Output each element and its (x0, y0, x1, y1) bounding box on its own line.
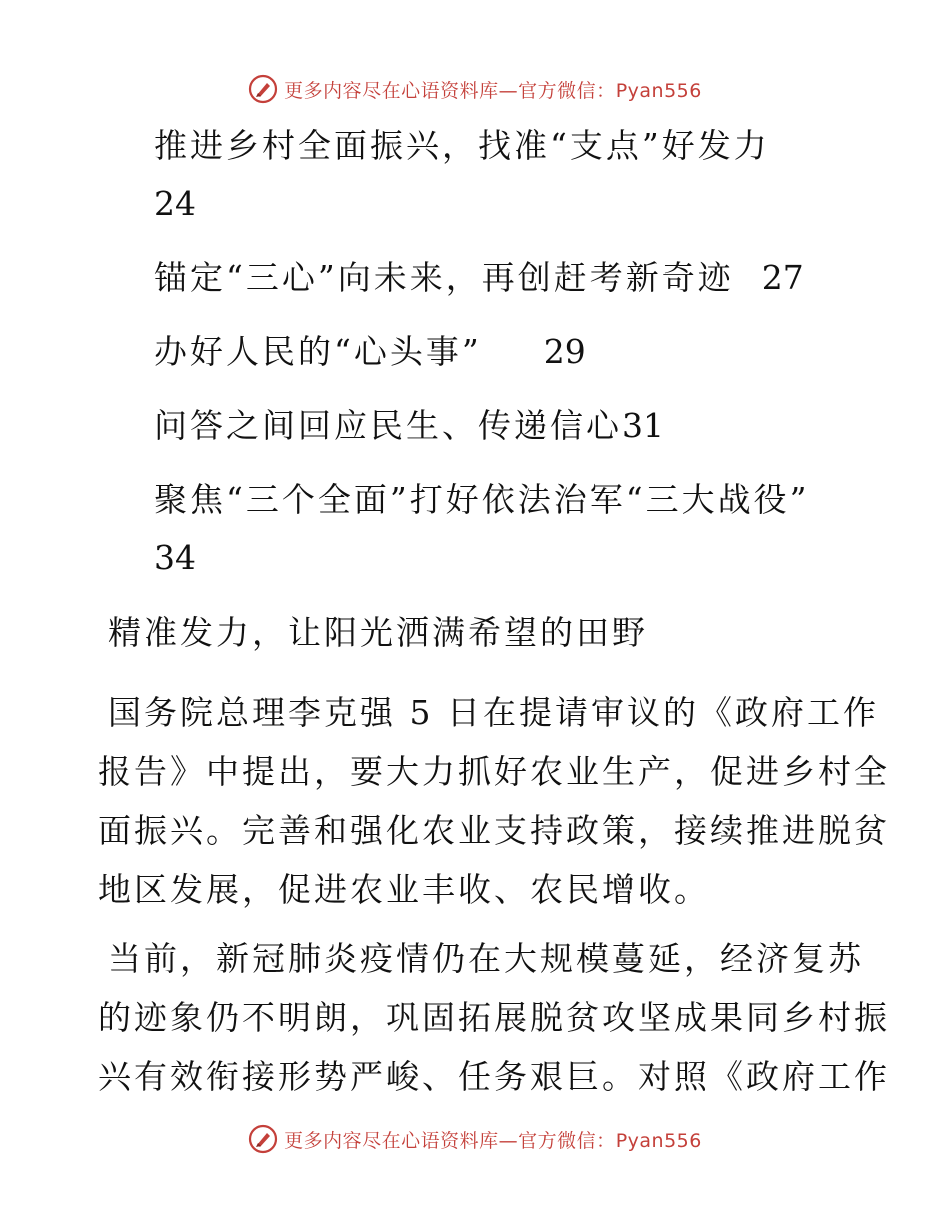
paragraph-line: 报告》中提出，要大力抓好农业生产，促进乡村全 (98, 752, 890, 791)
pen-nib-logo-icon (248, 74, 278, 104)
watermark-text: 更多内容尽在心语资料库—官方微信：Pyan556 (284, 1129, 702, 1152)
toc-item-page: 27 (761, 258, 804, 297)
article-paragraph (98, 929, 890, 1106)
paragraph-line: 当前，新冠肺炎疫情仍在大规模蔓延，经济复苏 (108, 939, 864, 978)
toc-item-page-row (154, 184, 196, 224)
toc-item-page: 31 (622, 406, 664, 445)
watermark-text: 更多内容尽在心语资料库—官方微信：Pyan556 (284, 79, 702, 102)
toc-item-page: 29 (543, 332, 586, 371)
article-paragraph (98, 683, 890, 919)
toc-item-title: 问答之间回应民生、传递信心 (154, 406, 622, 445)
toc-item-page: 34 (154, 538, 196, 577)
toc-item (154, 126, 770, 166)
paragraph-line: 面振兴。完善和强化农业支持政策，接续推进脱贫 (98, 811, 890, 850)
toc-item-title: 办好人民的“心头事” (154, 332, 482, 371)
toc-item-page: 24 (154, 184, 196, 223)
footer-watermark (0, 1121, 950, 1157)
toc-item (154, 332, 586, 372)
toc-item-title: 锚定“三心”向未来，再创赶考新奇迹 (154, 258, 734, 297)
pen-nib-logo-icon (248, 1124, 278, 1154)
toc-item (154, 258, 804, 298)
toc-item-title: 聚焦“三个全面”打好依法治军“三大战役” (154, 480, 810, 519)
header-watermark (0, 71, 950, 107)
toc-item (154, 480, 809, 520)
toc-item-title: 推进乡村全面振兴，找准“支点”好发力 (154, 126, 770, 165)
paragraph-line: 国务院总理李克强 5 日在提请审议的《政府工作 (108, 693, 879, 732)
paragraph-line: 兴有效衔接形势严峻、任务艰巨。对照《政府工作 (98, 1057, 890, 1096)
article-heading: 精准发力，让阳光洒满希望的田野 (108, 613, 648, 652)
paragraph-line: 的迹象仍不明朗，巩固拓展脱贫攻坚成果同乡村振 (98, 998, 890, 1037)
toc-item-page-row (154, 538, 196, 578)
paragraph-line: 地区发展，促进农业丰收、农民增收。 (98, 870, 710, 909)
toc-item (154, 406, 664, 446)
